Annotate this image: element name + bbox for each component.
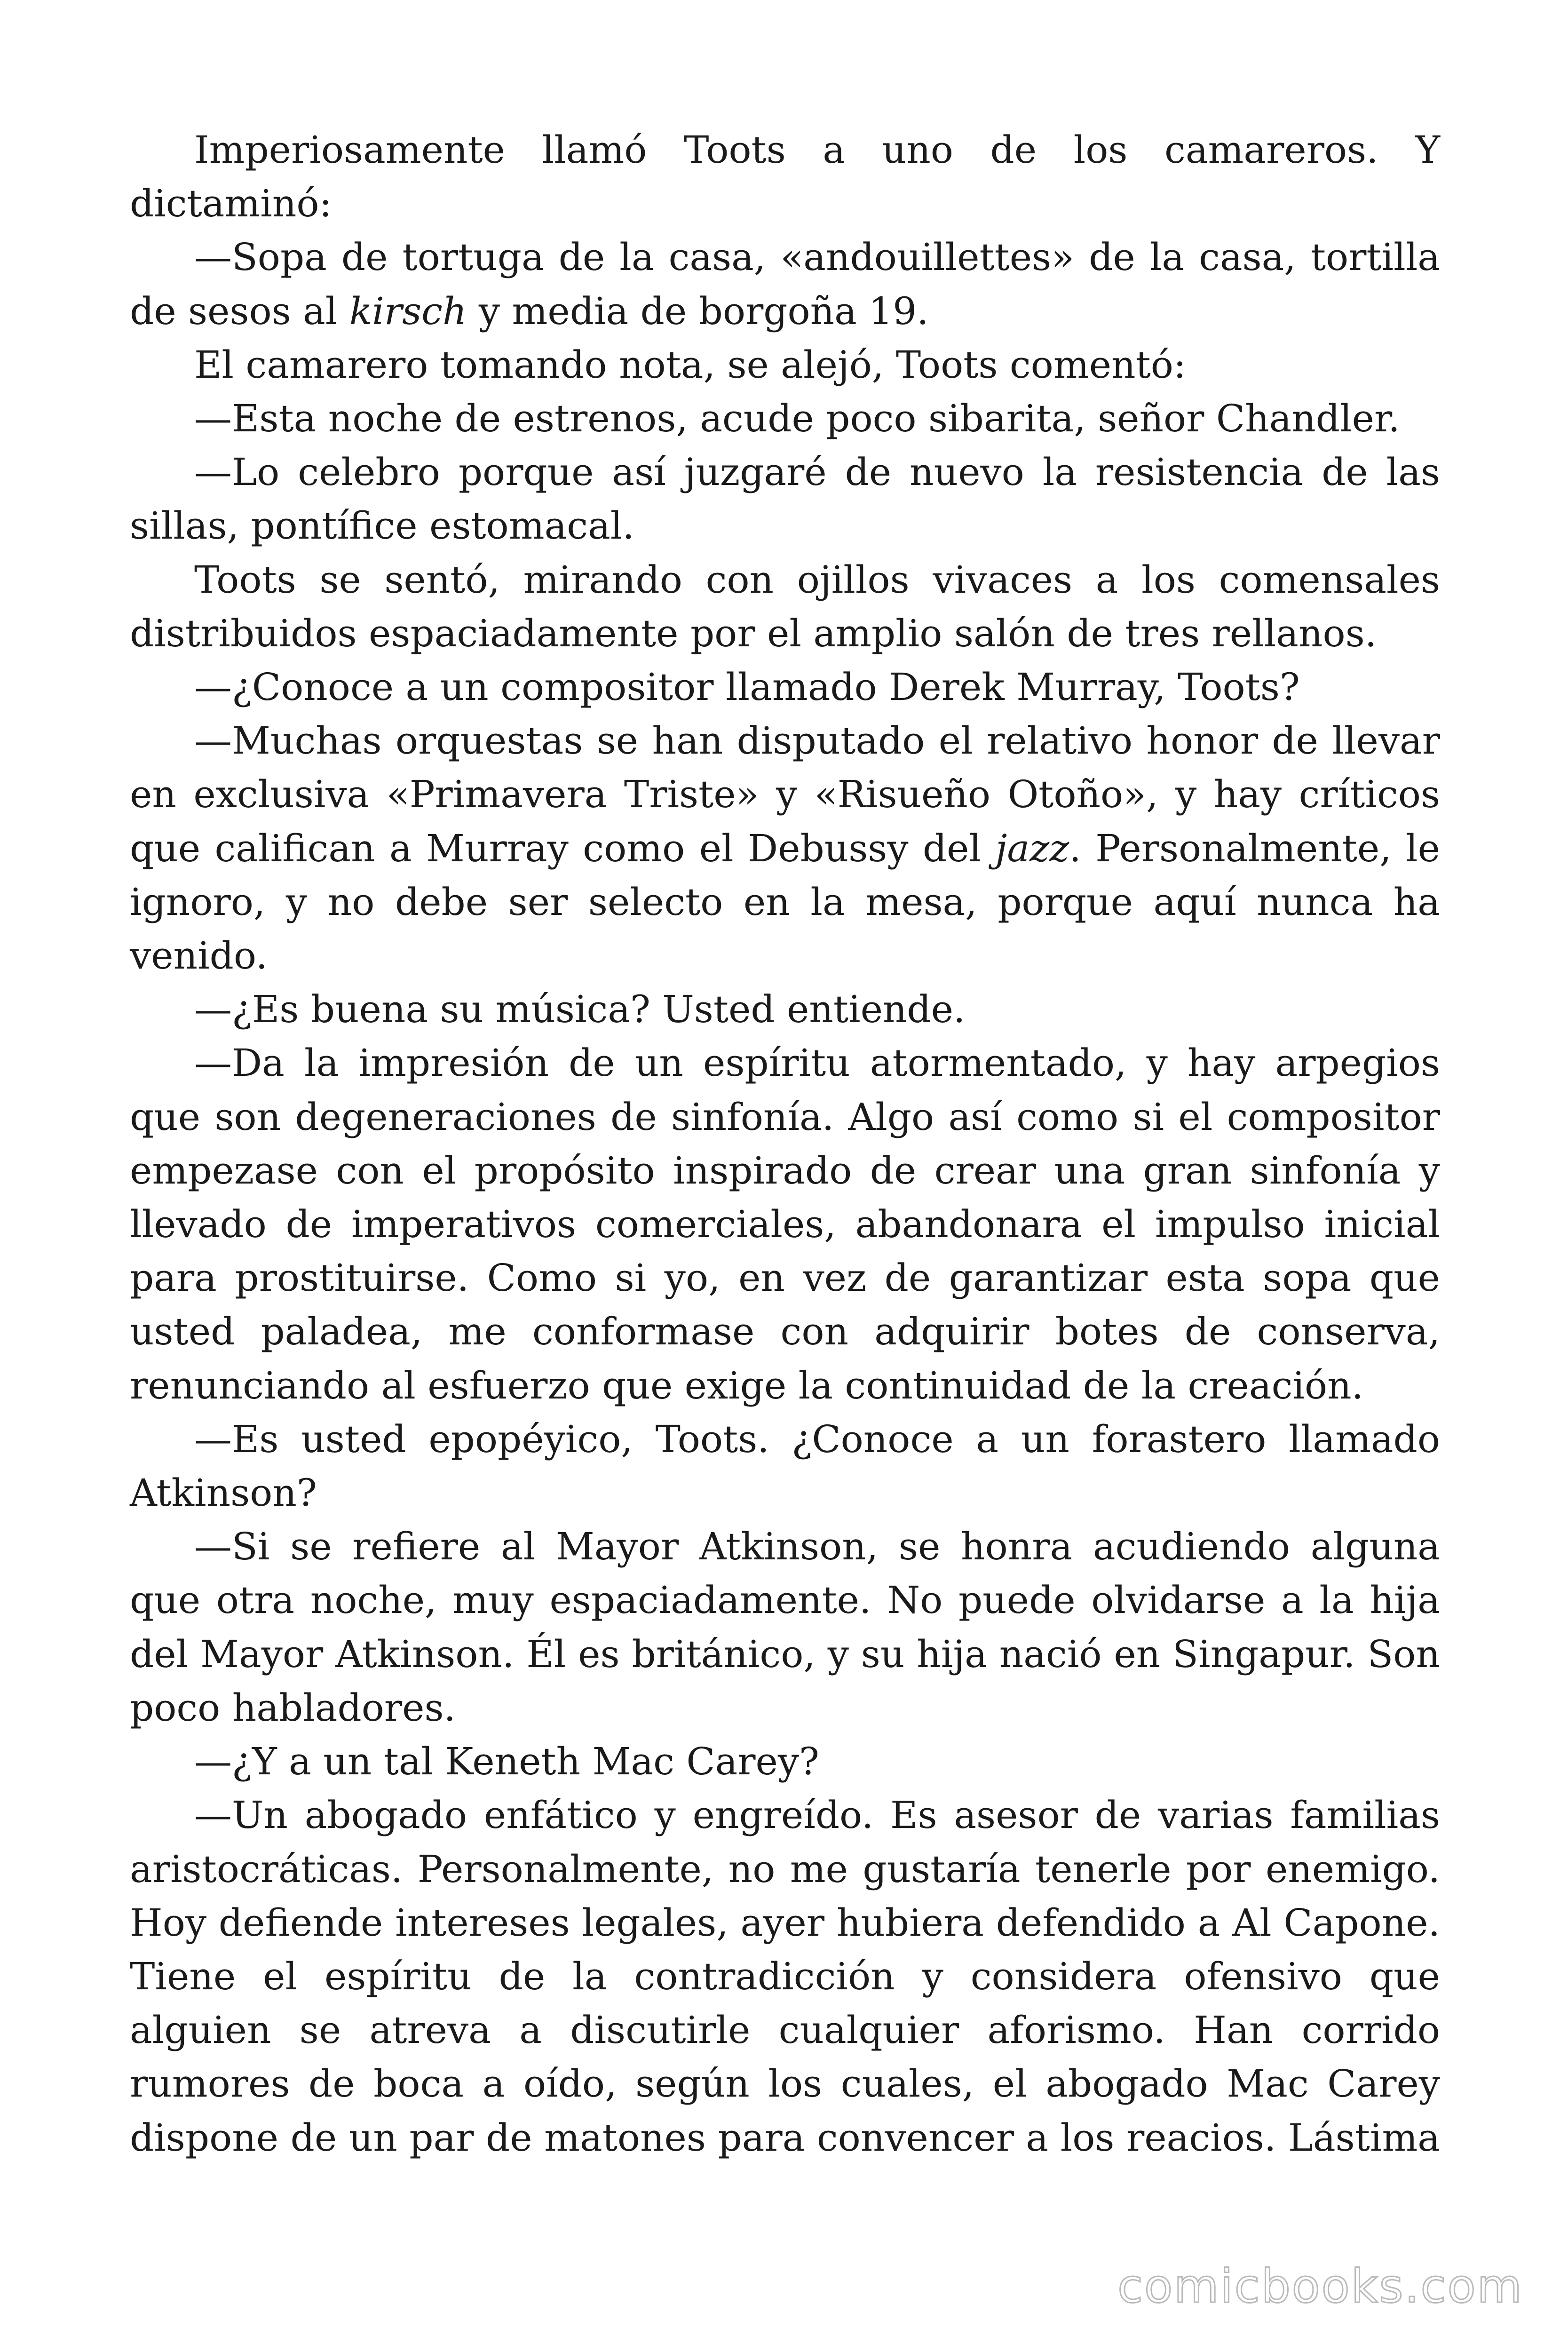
text-run: —Lo celebro porque así juzgaré de nuevo la resistencia de las sillas, pontífice estomacal. (130, 450, 1440, 548)
text-run: —Da la impresión de un espíritu atormentado, y hay arpegios que son degeneraciones de sinfonía. Algo así como si el compositor empezase con el propósito inspirado de crear una gran sinfonía y llevado de imperativos comerciales, abandonara el impulso inicial para prostituirse. Como si yo, en vez de garantizar esta sopa que usted paladea, me conformase con adquirir botes de conserva, renunciando al esfuerzo que exige la continuidad de la creación. (130, 1041, 1440, 1407)
text-run: y media de borgoña 19. (467, 289, 929, 333)
italic-text: kirsch (349, 289, 467, 333)
text-run: —Esta noche de estrenos, acude poco sibarita, señor Chandler. (194, 397, 1400, 441)
watermark: comicbooks.com (1117, 2260, 1523, 2313)
paragraph (130, 1788, 1440, 2164)
text-run: El camarero tomando nota, se alejó, Toots comentó: (194, 342, 1186, 387)
paragraph (130, 392, 1440, 445)
text-run: . Personalmente, le ignoro, y no debe ser selecto en la mesa, porque aquí nunca ha venido. (130, 826, 1440, 978)
paragraph (130, 1520, 1440, 1735)
paragraph (130, 714, 1440, 983)
paragraph (130, 1413, 1440, 1520)
page-body (130, 123, 1440, 2165)
text-run: —¿Es buena su música? Usted entiende. (194, 987, 966, 1032)
paragraph (130, 445, 1440, 553)
text-run: —¿Conoce a un compositor llamado Derek Murray, Toots? (194, 665, 1300, 709)
paragraph (130, 1036, 1440, 1412)
paragraph (130, 123, 1440, 230)
paragraph (130, 553, 1440, 660)
paragraph (130, 1735, 1440, 1788)
text-run: —Es usted epopéyico, Toots. ¿Conoce a un forastero llamado Atkinson? (130, 1417, 1440, 1515)
text-run: —Sopa de tortuga de la casa, «andouillettes» de la casa, tortilla de sesos al (130, 235, 1440, 333)
text-run: —Si se refiere al Mayor Atkinson, se honra acudiendo alguna que otra noche, muy espaciadamente. No puede olvidarse a la hija del Mayor Atkinson. Él es británico, y su hija nació en Singapur. Son poco habladores. (130, 1525, 1440, 1730)
paragraph (130, 660, 1440, 714)
text-run: —Un abogado enfático y engreído. Es asesor de varias familias aristocráticas. Personalmente, no me gustaría tenerle por enemigo. Hoy defiende intereses legales, ayer hubiera defendido a Al Capone. Tiene el espíritu de la contradicción y considera ofensivo que alguien se atreva a discutirle cualquier aforismo. Han corrido rumores de boca a oído, según los cuales, el abogado Mac Carey dispone de un par de matones para convencer a los reacios. Lástima (130, 1793, 1440, 2160)
italic-text: jazz (995, 826, 1069, 870)
text-run: —¿Y a un tal Keneth Mac Carey? (194, 1740, 819, 1784)
paragraph (130, 338, 1440, 392)
paragraph (130, 983, 1440, 1036)
text-run: Imperiosamente llamó Toots a uno de los camareros. Y dictaminó: (130, 128, 1440, 226)
paragraph (130, 230, 1440, 338)
text-run: Toots se sentó, mirando con ojillos vivaces a los comensales distribuidos espaciadamente por el amplio salón de tres rellanos. (130, 557, 1440, 655)
text-run: —Muchas orquestas se han disputado el relativo honor de llevar en exclusiva «Primavera Triste» y «Risueño Otoño», y hay críticos que califican a Murray como el Debussy del (130, 719, 1440, 870)
